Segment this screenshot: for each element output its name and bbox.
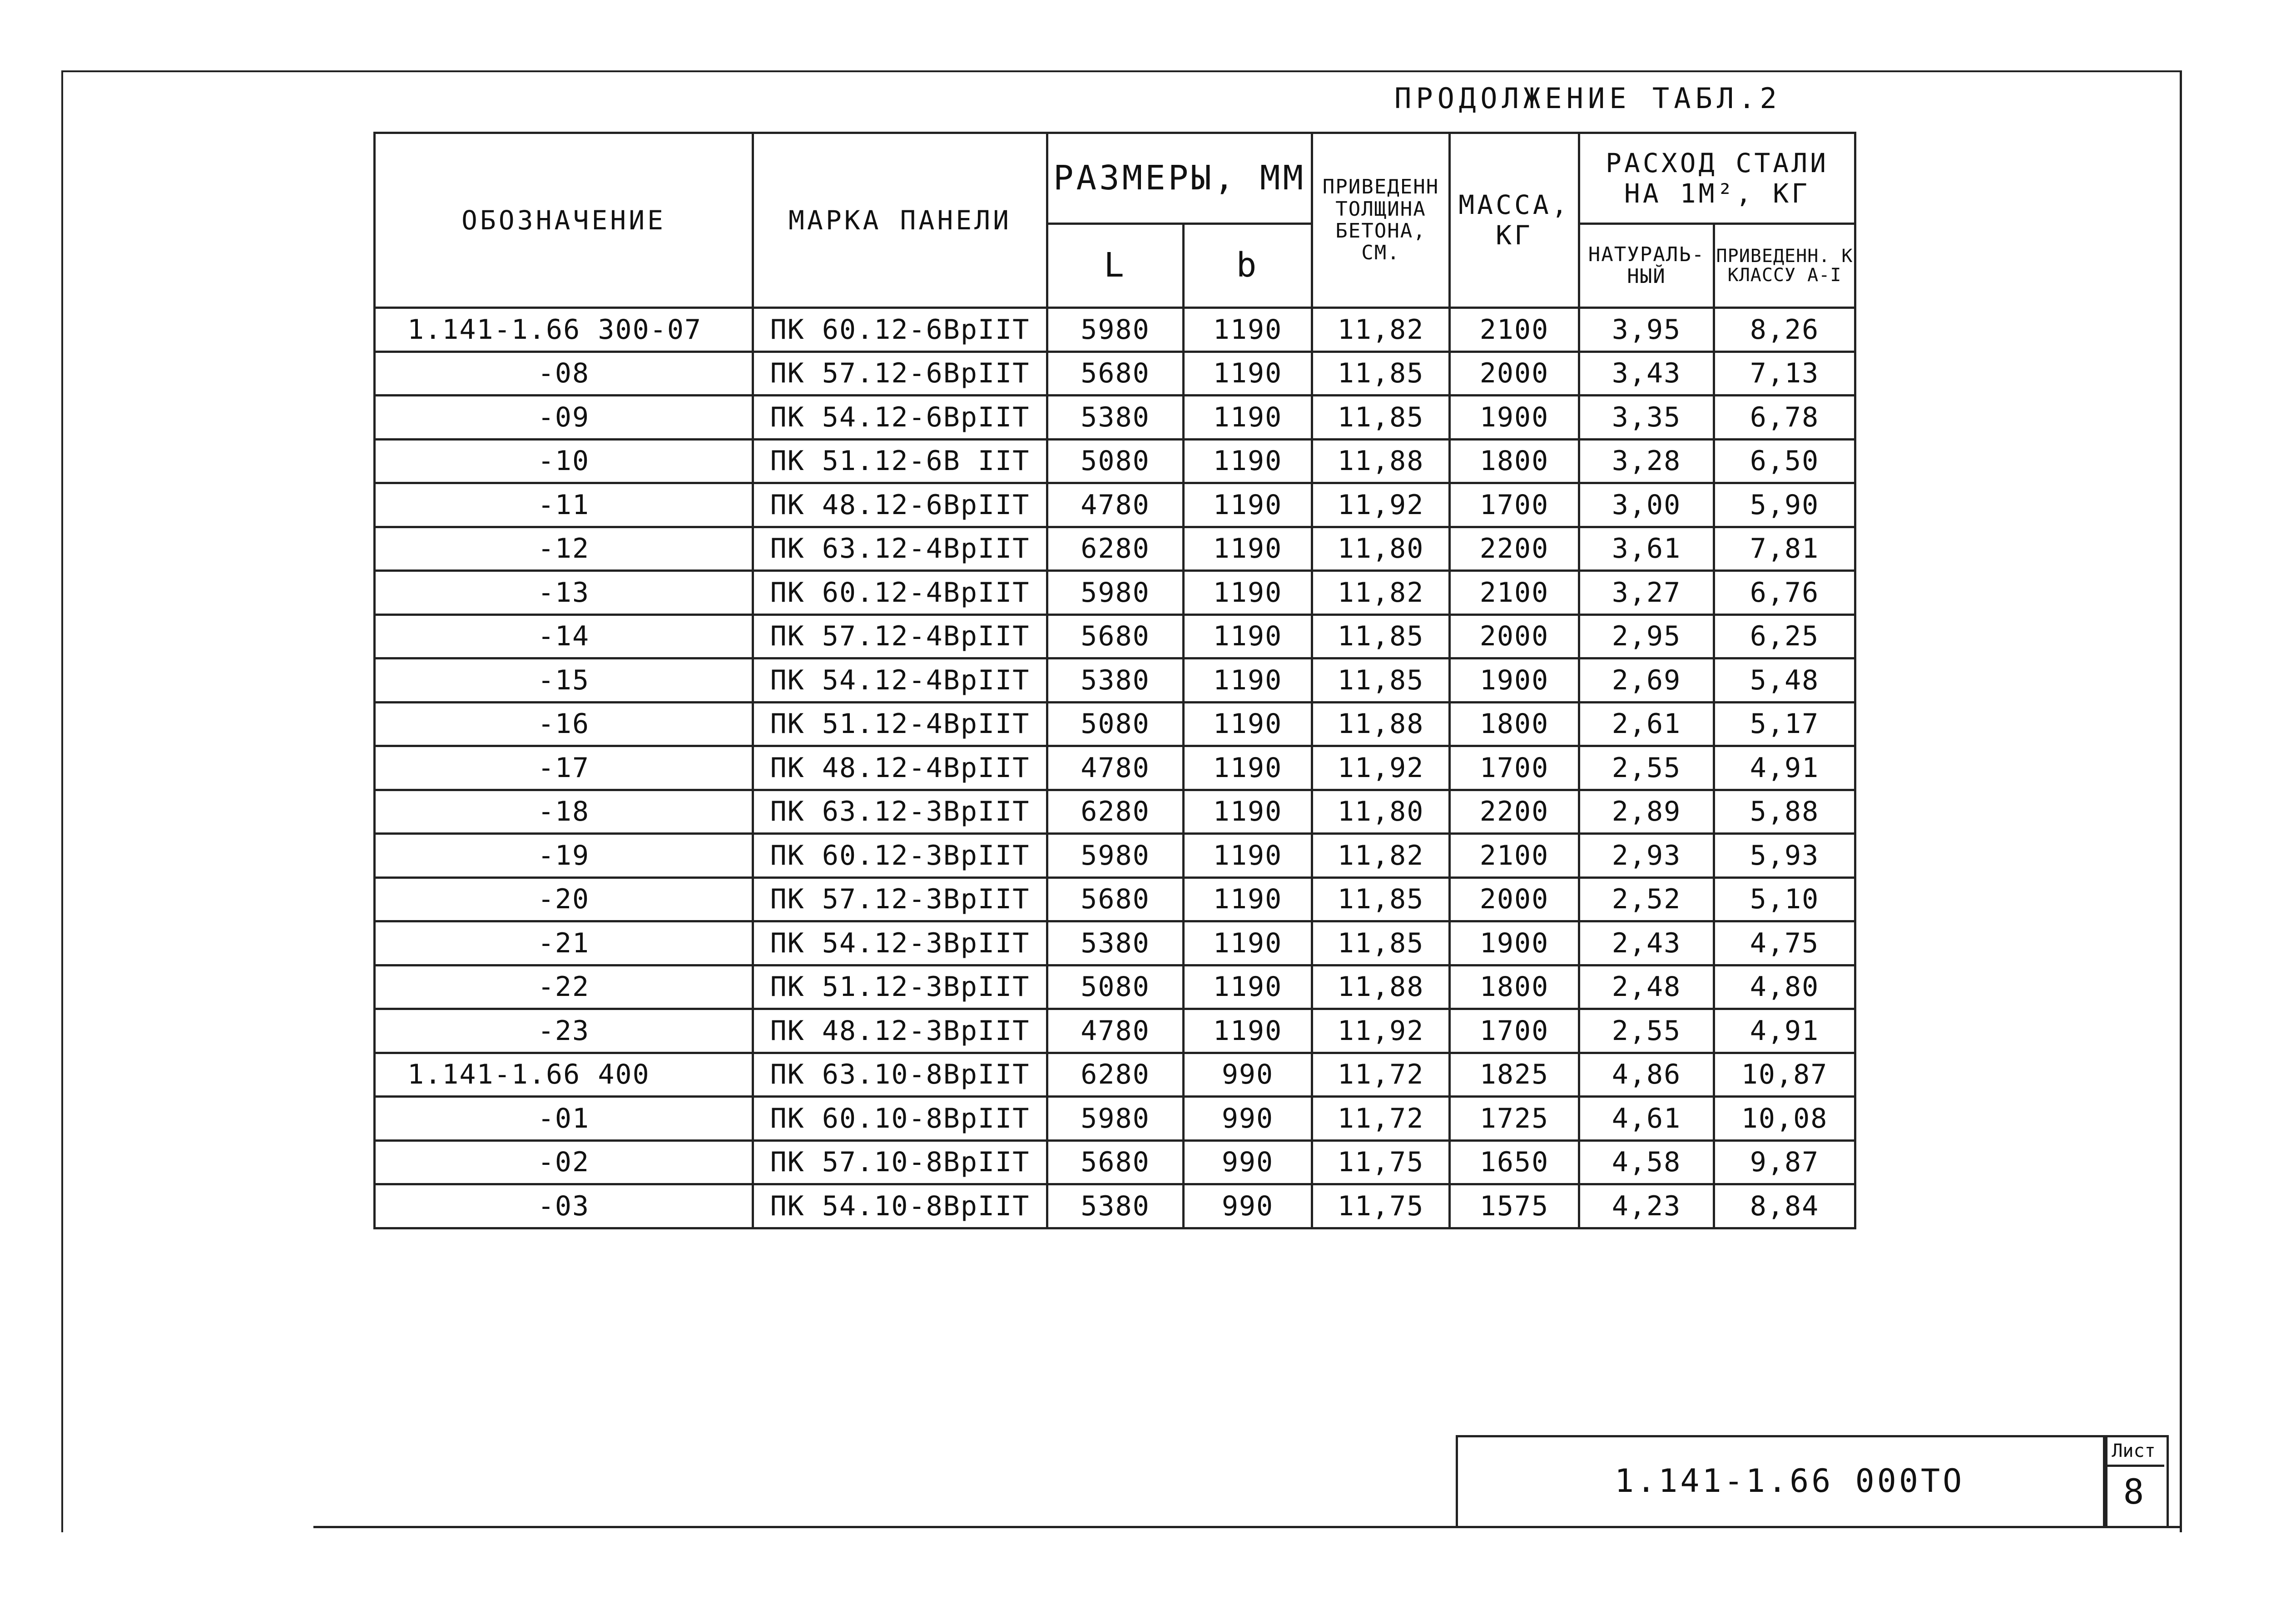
table-row <box>375 702 1855 746</box>
cell-thickness: 11,80 <box>1312 790 1450 834</box>
cell-steel-natural: 3,00 <box>1579 483 1714 527</box>
table-row <box>375 571 1855 615</box>
table-row <box>375 1097 1855 1141</box>
cell-designation: -18 <box>375 790 753 834</box>
cell-width: 1190 <box>1184 659 1312 703</box>
cell-steel-reduced: 10,08 <box>1714 1097 1855 1141</box>
cell-steel-reduced: 6,76 <box>1714 571 1855 615</box>
header-mark: МАРКА ПАНЕЛИ <box>753 133 1047 308</box>
cell-length: 6280 <box>1047 790 1184 834</box>
cell-length: 5980 <box>1047 308 1184 352</box>
cell-mark: ПК 57.12-3ВрIIТ <box>753 877 1047 921</box>
cell-thickness: 11,82 <box>1312 834 1450 878</box>
cell-designation: -01 <box>375 1097 753 1141</box>
cell-width: 1190 <box>1184 527 1312 571</box>
panels-table <box>373 132 1856 1229</box>
cell-designation: 1.141-1.66 400 <box>375 1053 753 1097</box>
cell-length: 5380 <box>1047 396 1184 440</box>
sheet-number: 8 <box>2123 1471 2144 1512</box>
cell-steel-reduced: 5,10 <box>1714 877 1855 921</box>
cell-width: 1190 <box>1184 483 1312 527</box>
cell-mass: 1700 <box>1450 746 1579 790</box>
cell-thickness: 11,88 <box>1312 439 1450 483</box>
table-row <box>375 1009 1855 1053</box>
cell-mass: 2100 <box>1450 308 1579 352</box>
cell-width: 1190 <box>1184 352 1312 396</box>
cell-designation: -13 <box>375 571 753 615</box>
cell-width: 1190 <box>1184 614 1312 659</box>
cell-designation: -10 <box>375 439 753 483</box>
table-row <box>375 921 1855 965</box>
cell-steel-natural: 2,55 <box>1579 1009 1714 1053</box>
cell-width: 1190 <box>1184 965 1312 1009</box>
cell-mass: 1700 <box>1450 1009 1579 1053</box>
cell-steel-natural: 3,43 <box>1579 352 1714 396</box>
cell-mark: ПК 51.12-6В IIТ <box>753 439 1047 483</box>
cell-thickness: 11,72 <box>1312 1053 1450 1097</box>
cell-designation: -08 <box>375 352 753 396</box>
cell-designation: -23 <box>375 1009 753 1053</box>
cell-width: 1190 <box>1184 439 1312 483</box>
cell-length: 5680 <box>1047 614 1184 659</box>
cell-mark: ПК 54.12-3ВрIIТ <box>753 921 1047 965</box>
table-row <box>375 527 1855 571</box>
cell-designation: -19 <box>375 834 753 878</box>
cell-designation: -21 <box>375 921 753 965</box>
cell-thickness: 11,85 <box>1312 614 1450 659</box>
cell-thickness: 11,85 <box>1312 877 1450 921</box>
cell-thickness: 11,80 <box>1312 527 1450 571</box>
header-dimensions: РАЗМЕРЫ, ММ <box>1047 133 1312 224</box>
cell-thickness: 11,85 <box>1312 396 1450 440</box>
cell-length: 5380 <box>1047 921 1184 965</box>
cell-width: 1190 <box>1184 746 1312 790</box>
cell-width: 1190 <box>1184 1009 1312 1053</box>
cell-mark: ПК 51.12-4ВрIIТ <box>753 702 1047 746</box>
cell-steel-reduced: 4,91 <box>1714 746 1855 790</box>
cell-length: 5080 <box>1047 439 1184 483</box>
cell-designation: -12 <box>375 527 753 571</box>
cell-length: 4780 <box>1047 1009 1184 1053</box>
cell-steel-reduced: 6,50 <box>1714 439 1855 483</box>
cell-designation: 1.141-1.66 300-07 <box>375 308 753 352</box>
cell-width: 990 <box>1184 1053 1312 1097</box>
cell-steel-reduced: 7,13 <box>1714 352 1855 396</box>
cell-steel-natural: 3,61 <box>1579 527 1714 571</box>
table-row <box>375 483 1855 527</box>
cell-steel-natural: 2,69 <box>1579 659 1714 703</box>
table-caption: ПРОДОЛЖЕНИЕ ТАБЛ.2 <box>1394 82 1781 115</box>
cell-steel-reduced: 5,88 <box>1714 790 1855 834</box>
cell-mark: ПК 57.10-8ВрIIТ <box>753 1140 1047 1184</box>
cell-steel-natural: 4,61 <box>1579 1097 1714 1141</box>
cell-mass: 1700 <box>1450 483 1579 527</box>
cell-thickness: 11,85 <box>1312 352 1450 396</box>
header-thickness: ПРИВЕДЕНН ТОЛЩИНА БЕТОНА, СМ. <box>1312 133 1450 308</box>
cell-thickness: 11,92 <box>1312 746 1450 790</box>
cell-width: 990 <box>1184 1140 1312 1184</box>
cell-thickness: 11,75 <box>1312 1140 1450 1184</box>
cell-length: 5080 <box>1047 702 1184 746</box>
cell-steel-reduced: 10,87 <box>1714 1053 1855 1097</box>
cell-steel-reduced: 6,25 <box>1714 614 1855 659</box>
cell-mass: 1800 <box>1450 702 1579 746</box>
cell-steel-natural: 4,58 <box>1579 1140 1714 1184</box>
cell-designation: -15 <box>375 659 753 703</box>
cell-width: 1190 <box>1184 702 1312 746</box>
header-width: b <box>1184 224 1312 308</box>
cell-mark: ПК 48.12-6ВрIIТ <box>753 483 1047 527</box>
cell-mass: 1900 <box>1450 659 1579 703</box>
cell-width: 1190 <box>1184 308 1312 352</box>
table-row <box>375 746 1855 790</box>
cell-designation: -16 <box>375 702 753 746</box>
cell-steel-reduced: 8,26 <box>1714 308 1855 352</box>
cell-mass: 1900 <box>1450 921 1579 965</box>
cell-designation: -09 <box>375 396 753 440</box>
table-row <box>375 439 1855 483</box>
header-mass: МАССА, КГ <box>1450 133 1579 308</box>
cell-thickness: 11,88 <box>1312 965 1450 1009</box>
cell-steel-natural: 2,43 <box>1579 921 1714 965</box>
cell-steel-reduced: 4,91 <box>1714 1009 1855 1053</box>
sheet-label: Лист <box>2103 1437 2164 1467</box>
cell-mark: ПК 54.12-4ВрIIТ <box>753 659 1047 703</box>
table-row <box>375 352 1855 396</box>
cell-length: 6280 <box>1047 1053 1184 1097</box>
table-row <box>375 659 1855 703</box>
header-steel-natural: НАТУРАЛЬ- НЫЙ <box>1579 224 1714 308</box>
cell-steel-reduced: 5,48 <box>1714 659 1855 703</box>
cell-thickness: 11,72 <box>1312 1097 1450 1141</box>
cell-mass: 2000 <box>1450 352 1579 396</box>
cell-steel-natural: 2,93 <box>1579 834 1714 878</box>
cell-steel-natural: 4,23 <box>1579 1184 1714 1228</box>
cell-steel-natural: 4,86 <box>1579 1053 1714 1097</box>
cell-width: 1190 <box>1184 790 1312 834</box>
cell-thickness: 11,88 <box>1312 702 1450 746</box>
cell-thickness: 11,92 <box>1312 483 1450 527</box>
cell-mass: 2200 <box>1450 527 1579 571</box>
table-row <box>375 1140 1855 1184</box>
cell-length: 5680 <box>1047 1140 1184 1184</box>
cell-mark: ПК 63.12-4ВрIIТ <box>753 527 1047 571</box>
cell-thickness: 11,85 <box>1312 659 1450 703</box>
table-row <box>375 614 1855 659</box>
table-row <box>375 1053 1855 1097</box>
cell-designation: -11 <box>375 483 753 527</box>
cell-designation: -02 <box>375 1140 753 1184</box>
cell-width: 1190 <box>1184 877 1312 921</box>
cell-mark: ПК 60.10-8ВрIIТ <box>753 1097 1047 1141</box>
cell-length: 4780 <box>1047 746 1184 790</box>
cell-mass: 1725 <box>1450 1097 1579 1141</box>
cell-designation: -17 <box>375 746 753 790</box>
cell-mass: 1900 <box>1450 396 1579 440</box>
cell-length: 4780 <box>1047 483 1184 527</box>
table-row <box>375 396 1855 440</box>
cell-mark: ПК 63.10-8ВрIIТ <box>753 1053 1047 1097</box>
cell-thickness: 11,82 <box>1312 571 1450 615</box>
cell-mark: ПК 48.12-4ВрIIТ <box>753 746 1047 790</box>
cell-mark: ПК 60.12-4ВрIIТ <box>753 571 1047 615</box>
table-row <box>375 790 1855 834</box>
cell-length: 6280 <box>1047 527 1184 571</box>
cell-length: 5980 <box>1047 571 1184 615</box>
cell-width: 1190 <box>1184 571 1312 615</box>
cell-steel-reduced: 9,87 <box>1714 1140 1855 1184</box>
cell-mass: 2000 <box>1450 877 1579 921</box>
cell-steel-reduced: 4,80 <box>1714 965 1855 1009</box>
header-steel-reduced: ПРИВЕДЕНН. К КЛАССУ А-I <box>1714 224 1855 308</box>
cell-length: 5380 <box>1047 659 1184 703</box>
cell-width: 990 <box>1184 1184 1312 1228</box>
cell-mass: 2200 <box>1450 790 1579 834</box>
cell-mass: 2100 <box>1450 571 1579 615</box>
table-row <box>375 834 1855 878</box>
cell-mass: 1575 <box>1450 1184 1579 1228</box>
cell-mark: ПК 48.12-3ВрIIТ <box>753 1009 1047 1053</box>
cell-length: 5080 <box>1047 965 1184 1009</box>
cell-steel-reduced: 5,17 <box>1714 702 1855 746</box>
document-code: 1.141-1.66 000ТО <box>1615 1462 1965 1500</box>
cell-steel-natural: 2,52 <box>1579 877 1714 921</box>
cell-steel-natural: 2,89 <box>1579 790 1714 834</box>
cell-width: 1190 <box>1184 921 1312 965</box>
cell-mass: 1800 <box>1450 439 1579 483</box>
table-body <box>375 308 1855 1228</box>
cell-width: 1190 <box>1184 396 1312 440</box>
cell-steel-reduced: 5,90 <box>1714 483 1855 527</box>
cell-steel-reduced: 6,78 <box>1714 396 1855 440</box>
cell-mark: ПК 54.12-6ВрIIТ <box>753 396 1047 440</box>
cell-width: 1190 <box>1184 834 1312 878</box>
cell-thickness: 11,92 <box>1312 1009 1450 1053</box>
cell-thickness: 11,82 <box>1312 308 1450 352</box>
cell-designation: -22 <box>375 965 753 1009</box>
cell-steel-natural: 3,95 <box>1579 308 1714 352</box>
cell-mass: 1650 <box>1450 1140 1579 1184</box>
cell-mark: ПК 51.12-3ВрIIТ <box>753 965 1047 1009</box>
cell-steel-natural: 2,48 <box>1579 965 1714 1009</box>
cell-mark: ПК 57.12-6ВрIIТ <box>753 352 1047 396</box>
header-length: L <box>1047 224 1184 308</box>
cell-mark: ПК 54.10-8ВрIIТ <box>753 1184 1047 1228</box>
cell-length: 5980 <box>1047 834 1184 878</box>
table-row <box>375 877 1855 921</box>
cell-mark: ПК 57.12-4ВрIIТ <box>753 614 1047 659</box>
cell-length: 5680 <box>1047 877 1184 921</box>
cell-designation: -20 <box>375 877 753 921</box>
cell-width: 990 <box>1184 1097 1312 1141</box>
cell-steel-reduced: 7,81 <box>1714 527 1855 571</box>
header-designation: ОБОЗНАЧЕНИЕ <box>375 133 753 308</box>
cell-mass: 2000 <box>1450 614 1579 659</box>
cell-steel-reduced: 8,84 <box>1714 1184 1855 1228</box>
cell-length: 5680 <box>1047 352 1184 396</box>
cell-thickness: 11,85 <box>1312 921 1450 965</box>
cell-steel-natural: 2,55 <box>1579 746 1714 790</box>
cell-length: 5380 <box>1047 1184 1184 1228</box>
cell-designation: -03 <box>375 1184 753 1228</box>
cell-steel-natural: 3,35 <box>1579 396 1714 440</box>
cell-mark: ПК 63.12-3ВрIIТ <box>753 790 1047 834</box>
cell-length: 5980 <box>1047 1097 1184 1141</box>
cell-steel-reduced: 4,75 <box>1714 921 1855 965</box>
cell-steel-natural: 2,61 <box>1579 702 1714 746</box>
cell-steel-reduced: 5,93 <box>1714 834 1855 878</box>
table-row <box>375 965 1855 1009</box>
cell-steel-natural: 2,95 <box>1579 614 1714 659</box>
cell-mass: 2100 <box>1450 834 1579 878</box>
cell-thickness: 11,75 <box>1312 1184 1450 1228</box>
header-steel: РАСХОД СТАЛИ НА 1М², КГ <box>1579 133 1855 224</box>
cell-mark: ПК 60.12-6ВрIIТ <box>753 308 1047 352</box>
cell-designation: -14 <box>375 614 753 659</box>
cell-steel-natural: 3,27 <box>1579 571 1714 615</box>
table-row <box>375 308 1855 352</box>
cell-mass: 1825 <box>1450 1053 1579 1097</box>
cell-mark: ПК 60.12-3ВрIIТ <box>753 834 1047 878</box>
table-row <box>375 1184 1855 1228</box>
cell-steel-natural: 3,28 <box>1579 439 1714 483</box>
cell-mass: 1800 <box>1450 965 1579 1009</box>
